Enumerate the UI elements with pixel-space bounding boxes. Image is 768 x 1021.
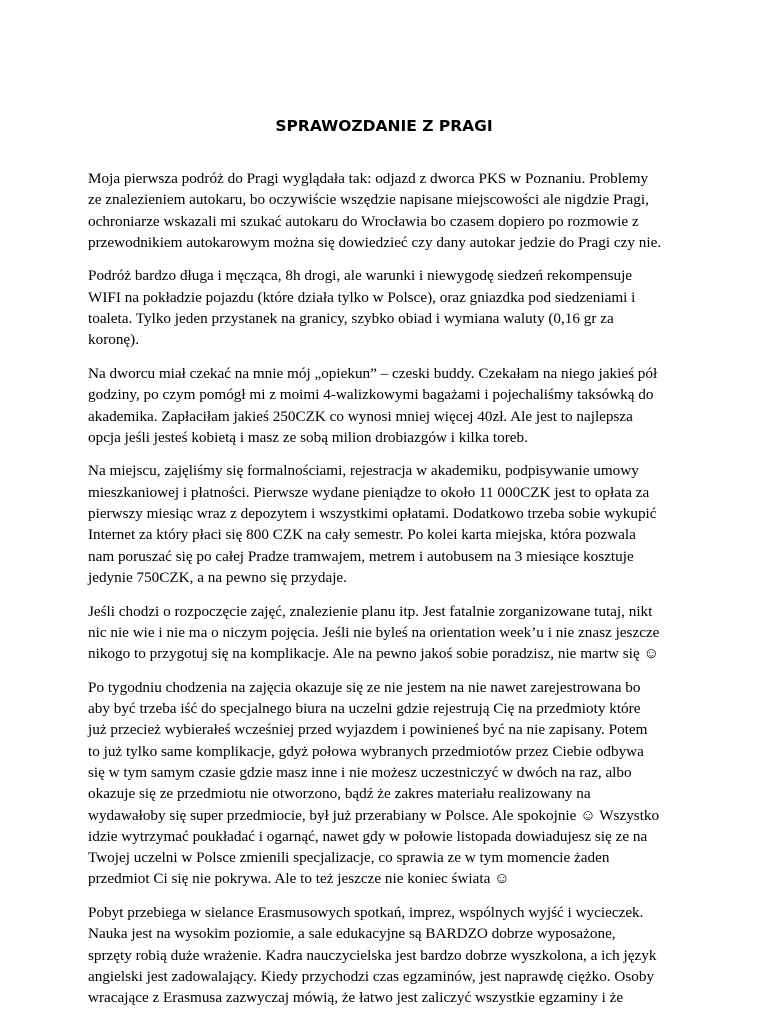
paragraph xyxy=(88,460,696,588)
text-line: już przecież wybierałeś wcześniej przed wyjazdem i powinieneś być na nie zapisany. Potem xyxy=(88,721,648,739)
text-line: Twojej uczelni w Polsce zmienili specjalizacje, co sprawia ze w tym momencie żaden xyxy=(88,849,610,867)
text-line: Na dworcu miał czekać na mnie mój „opiekun” – czeski buddy. Czekałam na niego jakieś pół xyxy=(88,364,658,382)
text-line: aby być trzeba iść do specjalnego biura na uczelni gdzie rejestrują Cię na przedmioty które xyxy=(88,700,641,718)
paragraph xyxy=(88,902,696,1008)
text-line: mieszkaniowej i płatności. Pierwsze wydane pieniądze to około 11 000CZK jest to opłata za xyxy=(88,483,650,501)
paragraph xyxy=(88,265,696,350)
text-line: Podróż bardzo długa i męcząca, 8h drogi, ale warunki i niewygodę siedzeń rekompensuje xyxy=(88,267,633,285)
text-line: sprzęty robią duże wrażenie. Kadra nauczycielska jest bardzo dobrze wyszkolona, a ich język xyxy=(88,946,657,964)
text-line: WIFI na pokładzie pojazdu (które działa tylko w Polsce), oraz gniazdka pod siedzeniami i xyxy=(88,288,636,306)
text-line: Na miejscu, zajęliśmy się formalnościami, rejestracja w akademiku, podpisywanie umowy xyxy=(88,462,639,480)
text-line: nic nie wie i nie ma o niczym pojęcia. Jeśli nie byleś na orientation week’u i nie znasz jeszcze xyxy=(88,623,660,641)
text-line: nikogo to przygotuj się na komplikacje. Ale na pewno jakoś sobie poradzisz, nie martw się ☺ xyxy=(88,645,659,663)
text-line: się w tym samym czasie gdzie masz inne i nie możesz uczestniczyć w dwóch na raz, albo xyxy=(88,763,632,781)
text-line: Po tygodniu chodzenia na zajęcia okazuje się ze nie jestem na nie nawet zarejestrowana bo xyxy=(88,678,641,696)
text-line: jedynie 750CZK, a na pewno się przydaje. xyxy=(88,568,347,586)
text-line: angielski jest zadowalający. Kiedy przychodzi czas egzaminów, jest naprawdę ciężko. Osoby xyxy=(88,967,655,985)
paragraph xyxy=(88,168,696,253)
paragraph xyxy=(88,601,696,665)
text-line: toaleta. Tylko jeden przystanek na granicy, szybko obiad i wymiana waluty (0,16 gr za xyxy=(88,310,614,328)
text-line: wydawałoby się super przedmiocie, był już przerabiany w Polsce. Ale spokojnie ☺ Wszystko xyxy=(88,806,660,824)
text-line: nam poruszać się po całej Pradze tramwajem, metrem i autobusem na 3 miesiące kosztuje xyxy=(88,547,634,565)
paragraph xyxy=(88,677,696,890)
text-line: przewodnikiem autokarowym można się dowiedzieć czy dany autokar jedzie do Pragi czy nie. xyxy=(88,233,662,251)
paragraph xyxy=(88,363,696,448)
text-line: Jeśli chodzi o rozpoczęcie zajęć, znalezienie planu itp. Jest fatalnie zorganizowane tutaj, nikt xyxy=(88,602,653,620)
text-line: opcja jeśli jesteś kobietą i masz ze sobą milion drobiazgów i kilka toreb. xyxy=(88,428,528,446)
text-line: okazuje się ze przedmiotu nie otworzono, bądź że zakres materiału realizowany na xyxy=(88,785,591,803)
text-line: ze znalezieniem autokaru, bo oczywiście wszędzie napisane miejscowości ale nigdzie Pragi, xyxy=(88,191,649,209)
text-line: przedmiot Ci się nie pokrywa. Ale to też jeszcze nie koniec świata ☺ xyxy=(88,870,510,888)
text-line: idzie wytrzymać poukładać i ogarnąć, nawet gdy w połowie listopada dowiadujesz się ze na xyxy=(88,827,648,845)
text-line: godziny, po czym pomógł mi z moimi 4-walizkowymi bagażami i pojechaliśmy taksówką do xyxy=(88,386,654,404)
document-title: SPRAWOZDANIE Z PRAGI xyxy=(275,117,493,135)
text-line: ochroniarze wskazali mi szukać autokaru do Wrocławia bo czasem dopiero po rozmowie z xyxy=(88,212,639,230)
text-line: akademika. Zapłaciłam jakieś 250CZK co wynosi mniej więcej 40zł. Ale jest to najlepsza xyxy=(88,407,633,425)
text-line: Pobyt przebiega w sielance Erasmusowych spotkań, imprez, wspólnych wyjść i wycieczek. xyxy=(88,903,644,921)
text-line: to już tylko same komplikacje, gdyż połowa wybranych przedmiotów przez Ciebie odbywa xyxy=(88,742,644,760)
document-body xyxy=(88,168,696,1021)
text-line: wracające z Erasmusa zazwyczaj mówią, że łatwo jest zaliczyć wszystkie egzaminy i że xyxy=(88,989,624,1007)
text-line: Moja pierwsza podróż do Pragi wyglądała tak: odjazd z dworca PKS w Poznaniu. Problemy xyxy=(88,170,649,187)
text-line: koronę). xyxy=(88,331,140,349)
text-line: pierwszy miesiąc wraz z depozytem i wszystkimi opłatami. Dodatkowo trzeba sobie wykupić xyxy=(88,505,657,523)
text-line: Nauka jest na wysokim poziomie, a sale edukacyjne są BARDZO dobrze wyposażone, xyxy=(88,925,616,943)
text-line: Internet za który płaci się 800 CZK na cały semestr. Po kolei karta miejska, która pozwala xyxy=(88,526,636,544)
